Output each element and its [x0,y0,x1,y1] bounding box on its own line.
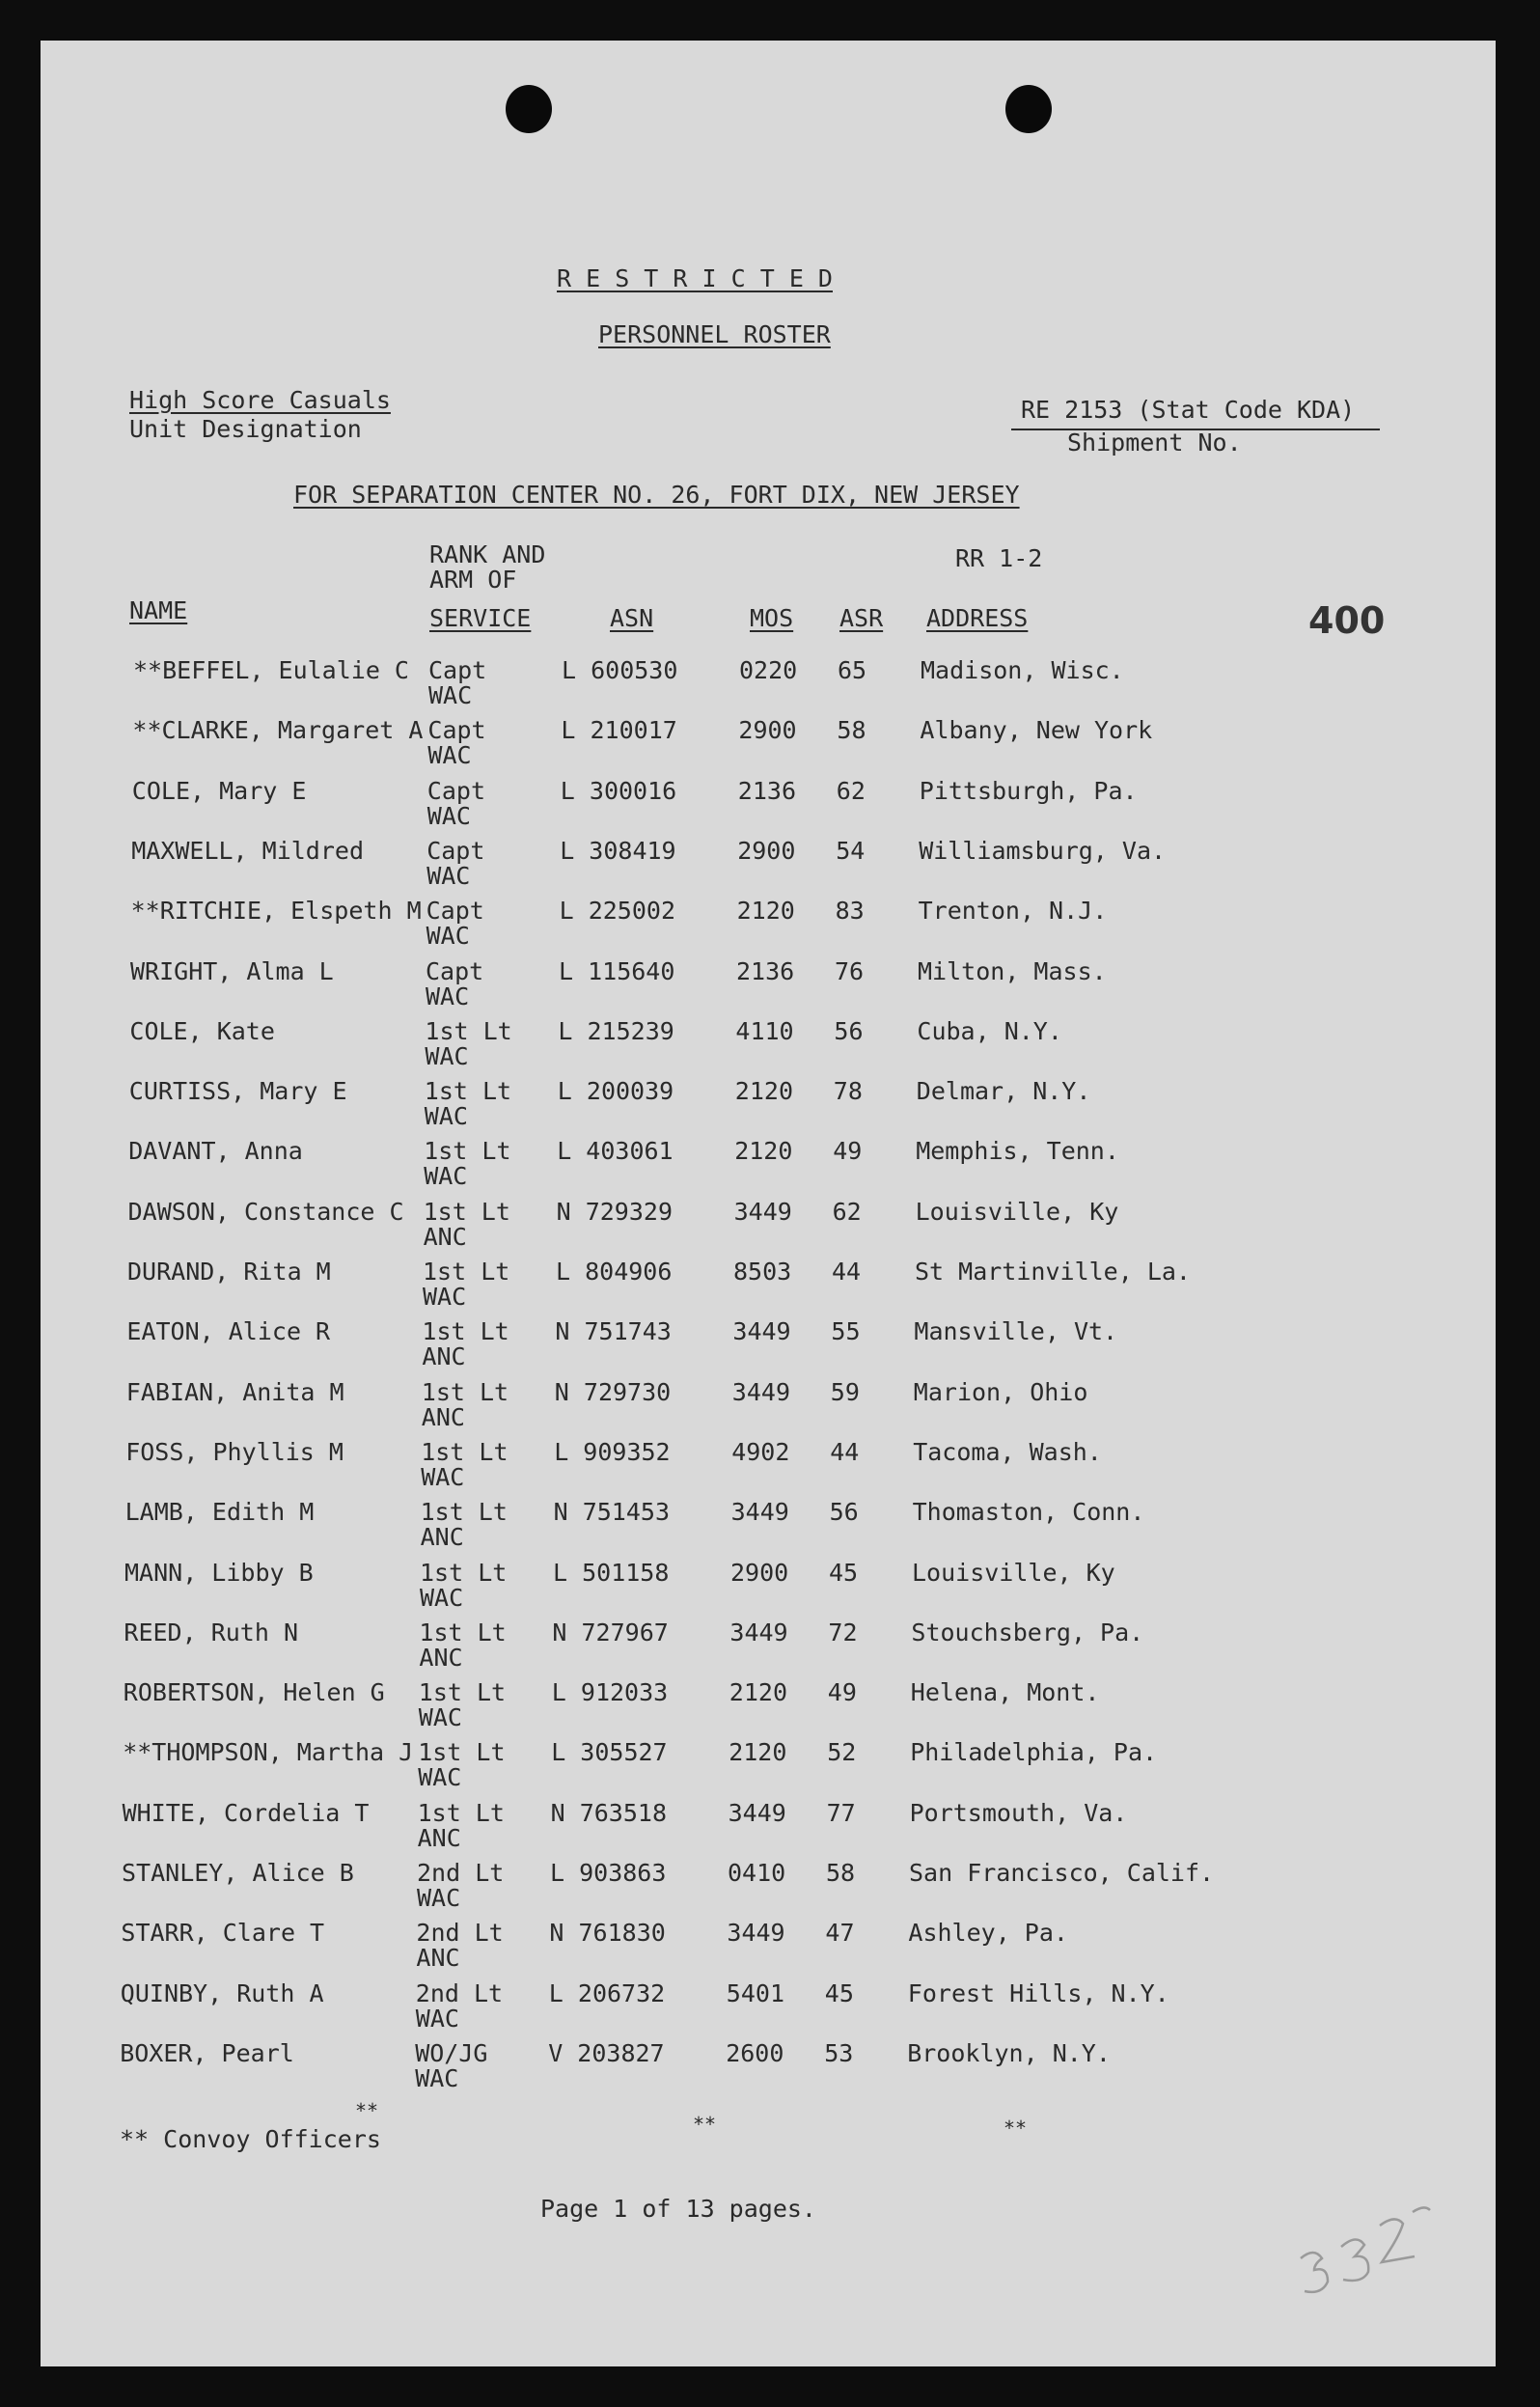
cell-rank: 1st Lt [423,1258,510,1286]
cell-arm: WAC [425,1041,469,1070]
cell-address: Ashley, Pa. [908,1919,1068,1948]
unit-designation-value: High Score Casuals [129,386,391,414]
cell-mos: 5401 [726,1978,785,2007]
cell-mos: 2120 [729,1678,788,1707]
cell-name: STARR, Clare T [121,1919,325,1948]
cell-arm: WAC [426,861,471,890]
cell-asr: 78 [833,1077,863,1106]
cell-asr: 77 [826,1798,856,1827]
shipment-number-value: RE 2153 (Stat Code KDA) [1021,396,1356,424]
cell-arm: WAC [421,1462,465,1491]
classification-heading: R E S T R I C T E D [557,264,833,292]
cell-mos: 2900 [738,716,797,745]
cell-asr: 58 [837,716,866,745]
stamp-number: 400 [1308,599,1386,642]
cell-arm: WAC [423,1283,467,1311]
punch-hole-right [1005,85,1052,133]
cell-asn: L 600530 [562,656,678,684]
roster-title: PERSONNEL ROSTER [598,320,831,348]
cell-asn: L 210017 [561,716,677,745]
cell-arm: WAC [424,1162,468,1191]
footer-mark-3: ** [1004,2116,1028,2140]
cell-rank: 1st Lt [418,1738,506,1767]
cell-arm: ANC [420,1523,464,1552]
cell-mos: 3449 [729,1618,788,1646]
cell-rank: WO/JG [415,2038,488,2067]
footer-mark-2: ** [693,2113,717,2136]
cell-address: San Francisco, Calif. [909,1859,1215,1887]
cell-address: Helena, Mont. [910,1678,1100,1707]
cell-arm: WAC [417,1884,461,1912]
cell-asr: 53 [824,2038,854,2067]
cell-name: FOSS, Phyllis M [125,1437,344,1466]
cell-rank: 1st Lt [421,1377,509,1406]
cell-arm: WAC [424,1102,468,1131]
cell-name: **THOMPSON, Martha J [123,1738,414,1767]
cell-address: Cuba, N.Y. [917,1016,1062,1045]
cell-rank: Capt [426,956,484,985]
cell-arm: ANC [422,1342,466,1371]
cell-name: DURAND, Rita M [127,1258,331,1286]
cell-mos: 2120 [736,897,795,926]
col-asn: ASN [610,604,654,632]
cell-name: FABIAN, Anita M [125,1377,344,1406]
cell-mos: 0220 [739,656,798,684]
cell-address: Stouchsberg, Pa. [911,1618,1144,1646]
cell-name: MAXWELL, Mildred [131,836,365,865]
cell-asn: L 300016 [560,776,677,805]
cell-mos: 2900 [737,836,796,865]
cell-address: Mansville, Vt. [914,1317,1118,1346]
cell-asn: N 727967 [552,1618,669,1646]
cell-rank: 1st Lt [419,1618,507,1646]
col-asr: ASR [839,604,884,632]
convoy-officers-legend: ** Convoy Officers [120,2125,381,2153]
col-rank-line3: SERVICE [429,604,532,632]
cell-name: COLE, Mary E [131,776,307,805]
cell-mos: 2600 [726,2038,784,2067]
cell-name: LAMB, Edith M [124,1498,315,1527]
cell-rank: Capt [427,716,486,745]
unit-designation-label: Unit Designation [129,415,362,443]
cell-address: Albany, New York [920,716,1153,745]
cell-asn: L 215239 [558,1016,674,1045]
footer-mark-1: ** [355,2099,379,2122]
cell-arm: ANC [421,1402,465,1431]
cell-rank: 1st Lt [423,1197,510,1226]
cell-rank: Capt [426,836,485,865]
shipment-number-label: Shipment No. [1067,429,1242,456]
cell-name: **CLARKE, Margaret A [132,716,424,745]
cell-name: BOXER, Pearl [120,2038,294,2067]
cell-asr: 62 [836,776,866,805]
cell-asn: L 909352 [554,1437,671,1466]
cell-rank: 1st Lt [424,1077,512,1106]
destination-line: FOR SEPARATION CENTER NO. 26, FORT DIX, NEW JERSEY [293,481,1020,509]
cell-name: EATON, Alice R [126,1317,331,1346]
cell-asn: L 305527 [551,1738,668,1767]
cell-asr: 54 [836,836,866,865]
cell-rank: 1st Lt [422,1317,509,1346]
cell-address: Madison, Wisc. [921,656,1124,684]
cell-asr: 49 [827,1678,857,1707]
cell-rank: Capt [428,656,487,684]
cell-mos: 3449 [733,1197,792,1226]
cell-asr: 45 [824,1978,854,2007]
cell-arm: WAC [420,1583,464,1612]
cell-arm: WAC [415,2063,459,2092]
cell-mos: 2120 [734,1077,794,1106]
punch-hole-left [506,85,552,133]
cell-name: **BEFFEL, Eulalie C [133,656,409,684]
cell-mos: 3449 [731,1377,791,1406]
cell-asn: L 501158 [553,1558,670,1587]
cell-mos: 3449 [728,1798,786,1827]
cell-asn: L 903863 [550,1859,667,1887]
cell-asr: 55 [831,1317,861,1346]
cell-name: ROBERTSON, Helen G [123,1678,385,1707]
cell-address: Marion, Ohio [913,1377,1088,1406]
cell-arm: ANC [423,1222,467,1251]
cell-asn: L 206732 [548,1978,666,2007]
col-mos: MOS [750,604,794,632]
cell-address: Louisville, Ky [912,1558,1115,1587]
cell-arm: WAC [428,681,473,709]
cell-arm: WAC [427,741,472,770]
cell-rank: 1st Lt [420,1558,508,1587]
cell-rank: 1st Lt [418,1678,507,1707]
pencil-notation [1287,2202,1451,2309]
cell-name: DAWSON, Constance C [127,1197,404,1226]
cell-arm: WAC [415,2004,459,2033]
cell-asn: L 200039 [557,1077,674,1106]
cell-name: DAVANT, Anna [128,1137,303,1166]
cell-mos: 8503 [733,1258,792,1286]
cell-asr: 65 [838,656,867,684]
cell-asn: N 751743 [555,1317,672,1346]
cell-rank: 2nd Lt [416,1919,504,1948]
cell-arm: ANC [416,1944,460,1973]
cell-rank: 1st Lt [421,1437,509,1466]
cell-rank: 1st Lt [420,1498,508,1527]
cell-address: Brooklyn, N.Y. [907,2038,1111,2067]
cell-address: Forest Hills, N.Y. [907,1978,1169,2007]
cell-asn: N 729730 [554,1377,672,1406]
cell-asn: L 403061 [557,1137,674,1166]
roster-sheet [41,41,1496,2366]
col-address: ADDRESS [926,604,1029,632]
cell-rank: Capt [426,776,486,805]
cell-name: STANLEY, Alice B [122,1859,354,1887]
cell-address: Memphis, Tenn. [916,1137,1119,1166]
cell-asr: 58 [826,1859,856,1887]
cell-rank: 2nd Lt [417,1859,505,1887]
cell-asr: 49 [833,1137,863,1166]
cell-asn: L 225002 [559,897,676,926]
cell-rank: Capt [426,897,484,926]
rr-code: RR 1-2 [955,544,1043,572]
col-name: NAME [129,596,188,624]
cell-mos: 4110 [735,1016,794,1045]
cell-asn: N 751453 [553,1498,671,1527]
cell-mos: 3449 [727,1919,785,1948]
cell-address: Louisville, Ky [915,1197,1119,1226]
cell-asr: 76 [835,956,865,985]
cell-asr: 52 [827,1738,857,1767]
cell-arm: WAC [418,1703,462,1732]
cell-asn: L 115640 [559,956,675,985]
cell-mos: 2120 [734,1137,793,1166]
cell-rank: 1st Lt [417,1798,505,1827]
cell-address: Trenton, N.J. [918,897,1108,926]
cell-arm: ANC [419,1643,463,1672]
cell-mos: 2900 [730,1558,789,1587]
cell-mos: 0410 [728,1859,786,1887]
cell-mos: 3449 [730,1498,789,1527]
cell-arm: WAC [418,1763,462,1792]
cell-name: WHITE, Cordelia T [122,1798,370,1827]
cell-asr: 59 [830,1377,860,1406]
cell-asr: 56 [829,1498,859,1527]
cell-asn: N 763518 [550,1798,668,1827]
cell-asr: 47 [825,1919,855,1948]
page-number: Page 1 of 13 pages. [540,2195,816,2223]
cell-address: Milton, Mass. [918,956,1107,985]
cell-asn: L 804906 [556,1258,673,1286]
cell-address: St Martinville, La. [915,1258,1191,1286]
cell-name: WRIGHT, Alma L [130,956,334,985]
cell-mos: 3449 [732,1317,791,1346]
cell-name: CURTISS, Mary E [128,1077,347,1106]
cell-asr: 62 [832,1197,862,1226]
col-rank-line2: ARM OF [429,566,517,594]
cell-address: Williamsburg, Va. [919,836,1167,865]
cell-address: Thomaston, Conn. [912,1498,1145,1527]
cell-address: Pittsburgh, Pa. [919,776,1138,805]
cell-address: Delmar, N.Y. [916,1077,1091,1106]
cell-asr: 44 [830,1437,860,1466]
cell-arm: WAC [426,982,470,1010]
cell-name: QUINBY, Ruth A [120,1978,324,2007]
cell-mos: 4902 [731,1437,790,1466]
cell-arm: WAC [426,801,471,830]
cell-address: Tacoma, Wash. [913,1437,1102,1466]
cell-rank: 1st Lt [425,1016,512,1045]
col-rank-line1: RANK AND [429,540,546,568]
cell-arm: WAC [426,922,470,951]
cell-address: Philadelphia, Pa. [910,1738,1158,1767]
cell-asr: 72 [828,1618,858,1646]
cell-arm: ANC [417,1823,461,1852]
cell-name: MANN, Libby B [124,1558,314,1587]
cell-rank: 1st Lt [424,1137,511,1166]
cell-address: Portsmouth, Va. [909,1798,1128,1827]
cell-asr: 44 [832,1258,862,1286]
cell-name: REED, Ruth N [124,1618,299,1646]
cell-asn: N 729329 [556,1197,674,1226]
cell-mos: 2136 [737,776,797,805]
cell-mos: 2120 [729,1738,787,1767]
cell-asn: L 912033 [551,1678,669,1707]
cell-name: **RITCHIE, Elspeth M [130,897,422,926]
cell-name: COLE, Kate [129,1016,275,1045]
cell-mos: 2136 [736,956,795,985]
cell-asn: N 761830 [549,1919,666,1948]
cell-asn: L 308419 [560,836,676,865]
cell-asr: 83 [835,897,865,926]
cell-asn: V 203827 [548,2038,665,2067]
cell-asr: 56 [834,1016,864,1045]
cell-asr: 45 [829,1558,859,1587]
cell-rank: 2nd Lt [415,1978,504,2007]
